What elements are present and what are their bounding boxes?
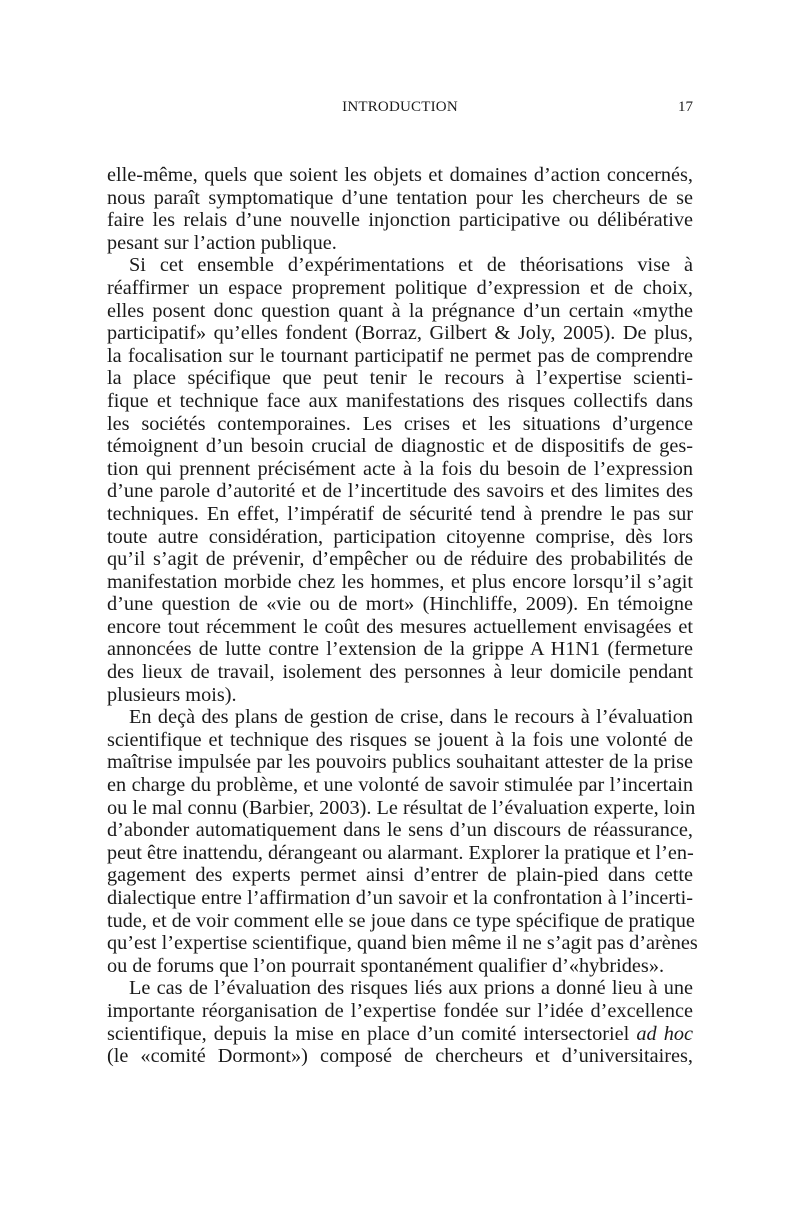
text-line: encore tout récemment le coût des mesures actuellement envisagées et	[107, 615, 693, 638]
body-text	[107, 164, 698, 1068]
paragraph	[107, 164, 693, 254]
text-line: d’abonder automatiquement dans le sens d’un discours de réassurance,	[107, 819, 693, 842]
text-line: qu’est l’expertise scientifique, quand bien même il ne s’agit pas d’arènes	[107, 932, 698, 955]
text-line: gagement des experts permet ainsi d’entrer de plain-pied dans cette	[107, 864, 693, 887]
text-line: toute autre considération, participation citoyenne comprise, dès lors	[107, 525, 693, 548]
text-line: Si cet ensemble d’expérimentations et de théorisations vise à	[129, 254, 693, 277]
text-line: elles posent donc question quant à la prégnance d’un certain «mythe	[107, 299, 693, 322]
text-line: réaffirmer un espace proprement politique d’expression et de choix,	[107, 276, 693, 299]
text-line: les sociétés contemporaines. Les crises et les situations d’urgence	[107, 412, 693, 435]
text-line: témoignent d’un besoin crucial de diagnostic et de dispositifs de ges-	[107, 435, 693, 458]
text-line: techniques. En effet, l’impératif de sécurité tend à prendre le pas sur	[107, 502, 693, 525]
text-line: fique et technique face aux manifestations des risques collectifs dans	[107, 389, 693, 412]
page-number: 17	[678, 99, 693, 115]
paragraph	[107, 977, 693, 1067]
text-line: Le cas de l’évaluation des risques liés aux prions a donné lieu à une	[129, 977, 693, 1000]
text-line: dialectique entre l’affirmation d’un savoir et la confrontation à l’incerti-	[107, 887, 693, 909]
text-line: la place spécifique que peut tenir le recours à l’expertise scienti-	[107, 367, 693, 390]
paragraph	[107, 706, 698, 977]
running-title: INTRODUCTION	[342, 99, 458, 115]
text-line: tude, et de voir comment elle se joue dans ce type spécifique de pratique	[107, 909, 695, 932]
text-line: elle-même, quels que soient les objets et domaines d’action concernés,	[107, 164, 693, 186]
text-line: pesant sur l’action publique.	[107, 231, 337, 254]
italic-term: ad hoc	[636, 1022, 693, 1045]
text-line: faire les relais d’une nouvelle injonction participative ou délibérative	[107, 209, 693, 232]
text-line: qu’il s’agit de prévenir, d’empêcher ou de réduire des probabilités de	[107, 548, 693, 571]
text-line: manifestation morbide chez les hommes, et plus encore lorsqu’il s’agit	[107, 570, 693, 593]
text-line: scientifique et technique des risques se jouent à la fois une volonté de	[107, 728, 693, 751]
text-line: peut être inattendu, dérangeant ou alarmant. Explorer la pratique et l’en-	[107, 841, 694, 864]
text-line: plusieurs mois).	[107, 683, 237, 706]
text-line: en charge du problème, et une volonté de savoir stimulée par l’incertain	[107, 774, 693, 797]
text-line: scientifique, depuis la mise en place d’un comité intersectoriel ad hoc	[107, 1022, 693, 1045]
text-line: d’une question de «vie ou de mort» (Hinchliffe, 2009). En témoigne	[107, 593, 693, 616]
text-line: ou de forums que l’on pourrait spontanément qualifier d’«hybrides».	[107, 954, 665, 977]
text-line: (le «comité Dormont») composé de chercheurs et d’universitaires,	[107, 1045, 693, 1068]
text-line: En deçà des plans de gestion de crise, dans le recours à l’évaluation	[129, 706, 693, 729]
text-line: nous paraît symptomatique d’une tentation pour les chercheurs de se	[107, 186, 693, 209]
paragraph	[107, 254, 693, 706]
running-header	[107, 99, 693, 121]
text-line: importante réorganisation de l’expertise fondée sur l’idée d’excellence	[107, 999, 693, 1022]
text-line: la focalisation sur le tournant participatif ne permet pas de comprendre	[107, 344, 693, 367]
text-line: maîtrise impulsée par les pouvoirs publics souhaitant attester de la prise	[107, 751, 693, 774]
text-line: annoncées de lutte contre l’extension de la grippe A H1N1 (fermeture	[107, 638, 693, 661]
text-line: tion qui prennent précisément acte à la fois du besoin de l’expression	[107, 457, 693, 480]
text-line: des lieux de travail, isolement des personnes à leur domicile pendant	[107, 661, 693, 684]
text-line: participatif» qu’elles fondent (Borraz, Gilbert & Joly, 2005). De plus,	[107, 322, 693, 345]
text-line: d’une parole d’autorité et de l’incertitude des savoirs et des limites des	[107, 480, 693, 503]
text-line: ou le mal connu (Barbier, 2003). Le résultat de l’évaluation experte, loin	[107, 796, 696, 819]
